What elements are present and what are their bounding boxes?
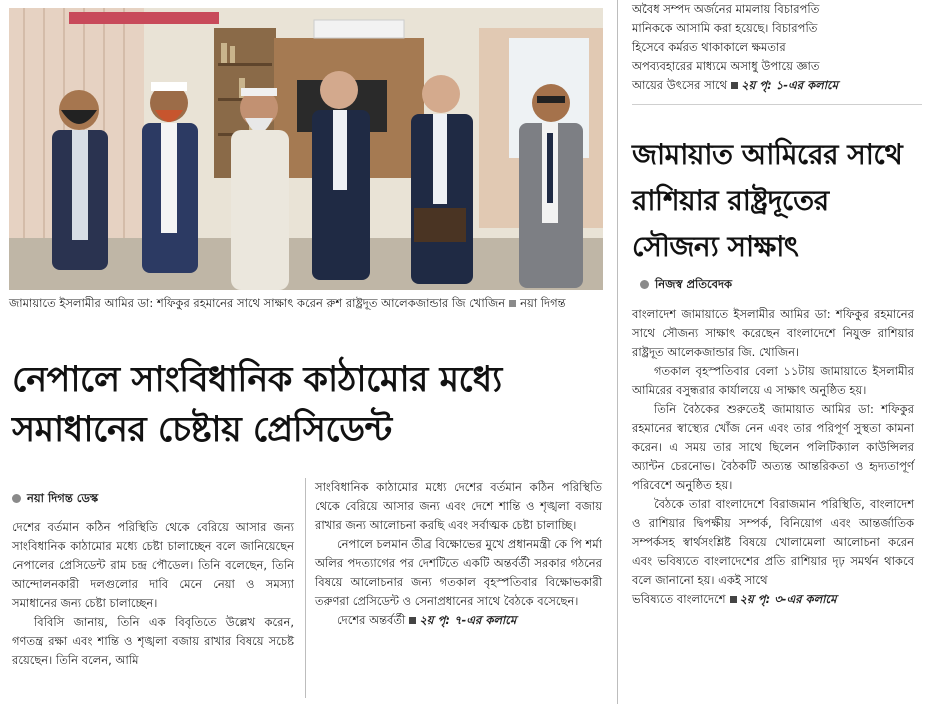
byline-text: নয়া দিগন্ত ডেস্ক xyxy=(27,491,99,505)
story1-headline xyxy=(12,355,602,455)
continuation-line: আয়ের উৎসের সাথে xyxy=(632,78,728,92)
headline-line: সমাধানের চেষ্টায় প্রেসিডেন্ট xyxy=(12,410,392,450)
caption-text: জামায়াতে ইসলামীর আমির ডা: শফিকুর রহমানের সাথে সাক্ষাৎ করেন রুশ রাষ্ট্রদূত আলেকজান্ডার জি খোজিন xyxy=(9,296,506,310)
paragraph: বৈঠকে তারা বাংলাদেশে বিরাজমান পরিস্থিতি, বাংলাদেশ ও রাশিয়ার দ্বিপক্ষীয় সম্পর্ক, বিনিয়োগ এবং আন্তর্জাতিক সম্পর্কসহ স্বার্থসংশ্লিষ্ট বিষয়ে খোলামেলা আলোচনা করেন এবং ভবিষ্যতে বাংলাদেশের প্রতি রাশিয়ার দৃঢ় সমর্থন থাকবে বলে জানানো হয়। একই সাথে xyxy=(632,497,914,587)
headline-line: নেপালে সাংবিধানিক কাঠামোর মধ্যে xyxy=(12,360,502,400)
jump-link[interactable]: ২য় পৃ: ৩-এর কলামে xyxy=(739,592,837,606)
story1-column-1 xyxy=(12,518,294,670)
bullet-dot-icon xyxy=(640,280,649,289)
column-divider xyxy=(305,478,306,698)
column-divider xyxy=(617,0,618,704)
continuation-line: অপব্যবহারের মাধ্যমে অসাধু উপায়ে জ্ঞাত xyxy=(632,59,820,73)
story2-headline xyxy=(632,132,922,270)
paragraph: গতকাল বৃহস্পতিবার বেলা ১১টায় জামায়াতে ইসলামীর আমিরের বসুন্ধরার কার্যালয়ে এ সাক্ষাৎ অনুষ্ঠিত হয়। xyxy=(632,364,914,397)
divider xyxy=(632,104,922,105)
top-right-continuation xyxy=(632,0,914,95)
bullet-dot-icon xyxy=(12,494,21,503)
byline-text: নিজস্ব প্রতিবেদক xyxy=(655,277,733,291)
jump-square-icon xyxy=(730,596,737,603)
headline-line: জামায়াত আমিরের সাথে xyxy=(632,138,903,171)
jump-link[interactable]: ২য় পৃ: ৭-এর কলামে xyxy=(419,613,517,627)
paragraph: দেশের বর্তমান কঠিন পরিস্থিতি থেকে বেরিয়ে আসার জন্য সাংবিধানিক কাঠামোর মধ্যে চেষ্টা চালাচ্ছেন বলে জানিয়েছেন নেপালের প্রেসিডেন্ট রাম চন্দ্র পৌডেল। তিনি বলেছেন, তিনি আন্দোলনকারী দলগুলোর দাবি মেনে নেয়া ও সমস্যা সমাধানের জন্য চেষ্টা চালাচ্ছেন। xyxy=(12,520,294,610)
paragraph: বিবিসি জানায়, তিনি এক বিবৃতিতে উল্লেখ করেন, গণতন্ত্র রক্ষা এবং শান্তি ও শৃঙ্খলা বজায় রাখার বিষয়ে সচেষ্ট রয়েছেন। তিনি বলেন, আমি xyxy=(12,615,294,667)
continuation-line: হিসেবে কর্মরত থাকাকালে ক্ষমতার xyxy=(632,40,786,54)
paragraph: বাংলাদেশ জামায়াতে ইসলামীর আমির ডা: শফিকুর রহমানের সাথে সৌজন্য সাক্ষাৎ করেছেন বাংলাদেশে নিযুক্ত রাশিয়ার রাষ্ট্রদূত আলেকজান্ডার জি. খোজিন। xyxy=(632,307,914,359)
paragraph: তিনি বৈঠকের শুরুতেই জামায়াত আমির ডা: শফিকুর রহমানের স্বাস্থ্যের খোঁজ নেন এবং তার পরিপূর্ণ সুস্থতা কামনা করেন। এ সময় তার সাথে ছিলেন পলিটিক্যাল কাউন্সিলর অ্যান্টন চেরনোভ। বৈঠকটি অত্যন্ত আন্তরিকতা ও হৃদ্যতাপূর্ণ পরিবেশে অনুষ্ঠিত হয়। xyxy=(632,402,914,492)
continuation-line: মানিককে আসামি করা হয়েছে। বিচারপতি xyxy=(632,21,818,35)
paragraph-end: ভবিষ্যতে বাংলাদেশে xyxy=(632,592,726,606)
continuation-line: অবৈধ সম্পদ অর্জনের মামলায় বিচারপতি xyxy=(632,2,820,16)
photo-caption xyxy=(9,295,603,312)
paragraph: সাংবিধানিক কাঠামোর মধ্যে দেশের বর্তমান কঠিন পরিস্থিতি থেকে বেরিয়ে আসার জন্য এবং দেশে শান্তি ও শৃঙ্খলা বজায় রাখার জন্য আলোচনা করছি এবং সর্বাত্মক চেষ্টা চালাচ্ছি। xyxy=(315,480,602,532)
paragraph-end: দেশের অন্তর্বর্তী xyxy=(337,613,406,627)
story1-byline xyxy=(12,490,98,509)
jump-link[interactable]: ২য় পৃ: ১-এর কলামে xyxy=(741,78,839,92)
jump-square-icon xyxy=(731,82,738,89)
news-photo xyxy=(9,8,603,290)
headline-line: রাশিয়ার রাষ্ট্রদূতের xyxy=(632,184,829,217)
bullet-square-icon xyxy=(509,300,516,307)
jump-square-icon xyxy=(409,617,416,624)
story2-body xyxy=(632,305,914,609)
caption-credit: নয়া দিগন্ত xyxy=(520,296,566,310)
group-photo-illustration xyxy=(9,8,603,290)
headline-line: সৌজন্য সাক্ষাৎ xyxy=(632,230,799,263)
paragraph: নেপালে চলমান তীব্র বিক্ষোভের মুখে প্রধানমন্ত্রী কে পি শর্মা অলির পদত্যাগের পর দেশটিতে একটি অন্তর্বর্তী সরকার গঠনের বিষয়ে আলোচনার জন্য গতকাল বৃহস্পতিবার বিক্ষোভকারী তরুণরা প্রেসিডেন্ট ও সেনাপ্রধানের সাথে বৈঠকে বসেছেন। xyxy=(315,537,602,608)
story1-column-2 xyxy=(315,478,602,630)
story2-byline xyxy=(640,276,732,295)
